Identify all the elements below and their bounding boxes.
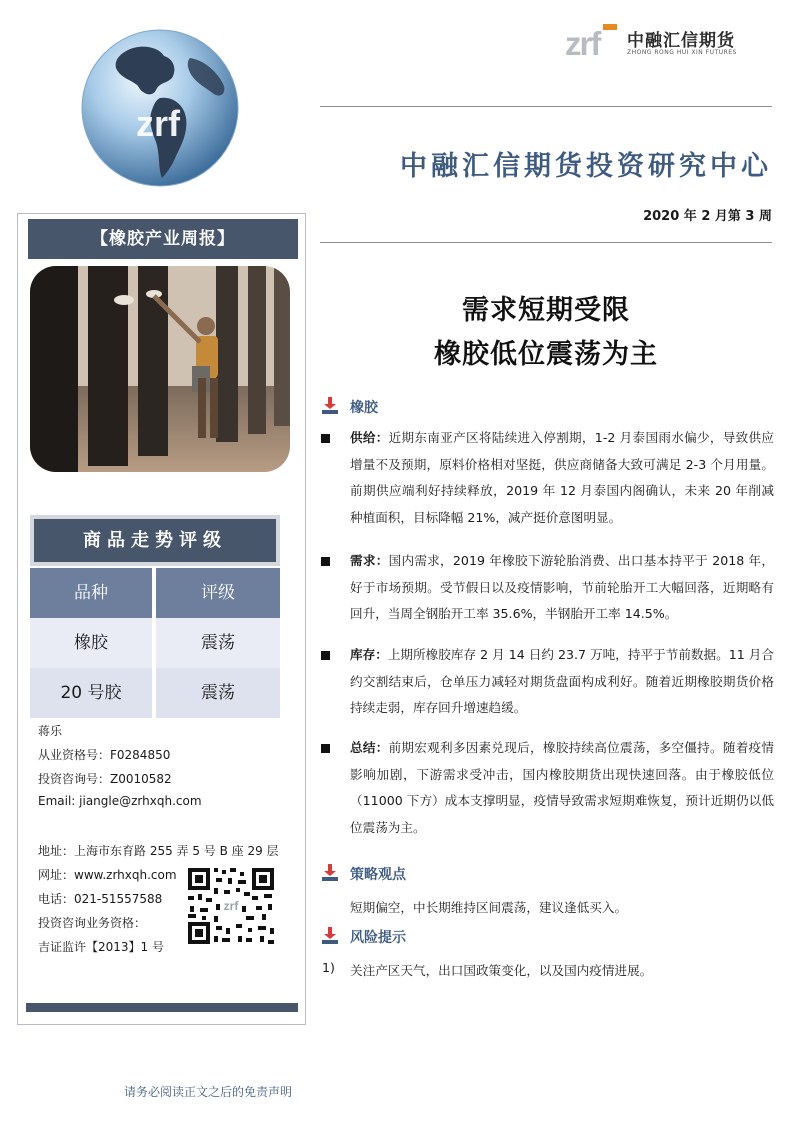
rating-cell-grade: 震荡 <box>156 618 280 668</box>
issue-date: 2020 年 2 月第 3 周 <box>643 209 772 224</box>
qr-center-logo: zrf <box>223 899 239 913</box>
rating-table-title: 商品走势评级 <box>30 515 280 566</box>
company-phone: 电话：021-51557588 <box>38 892 163 906</box>
rating-table <box>30 515 280 718</box>
arrow-bullet-icon <box>322 927 338 945</box>
square-bullet-icon <box>321 557 330 566</box>
point-summary <box>350 735 774 841</box>
rating-cell-grade: 震荡 <box>156 668 280 718</box>
disclaimer-link[interactable]: 请务必阅读正文之后的免责声明 <box>124 1085 293 1099</box>
point-label: 供给： <box>350 430 389 445</box>
point-supply <box>350 425 774 531</box>
arrow-bullet-icon <box>322 864 338 882</box>
arrow-bullet-icon <box>322 397 338 415</box>
section-title-strategy: 策略观点 <box>350 867 406 883</box>
point-inventory <box>350 642 774 722</box>
point-text: 国内需求，2019 年橡胶下游轮胎消费、出口基本持平于 2018 年，好于市场预期。受节假日以及疫情影响，节前轮胎开工大幅回落，近期略有回升，当周全钢胎开工率 35.6%，半钢胎开工率 14.5%。 <box>350 553 774 621</box>
point-text: 上期所橡胶库存 2 月 14 日约 23.7 万吨，持平于节前数据。11 月合约交割结束后，仓单压力减轻对期货盘面构成利好。随着近期橡胶期货价格持续走弱，库存回升增速趋缓。 <box>350 647 774 715</box>
report-headline-line2: 橡胶低位震荡为主 <box>434 339 658 370</box>
point-text: 近期东南亚产区将陆续进入停割期，1-2 月泰国雨水偏少，导致供应增量不及预期，原料价格相对坚挺，供应商储备大致可满足 2-3 个月用量。前期供应端利好持续释放，2019 年 12 月泰国内阁确认，未来 20 年削减种植面积，目标降幅 21%，减产挺价意图明显。 <box>350 430 774 525</box>
square-bullet-icon <box>321 651 330 660</box>
qualification-number: 吉证监许【2013】1 号 <box>38 940 164 954</box>
section-title-rubber: 橡胶 <box>350 400 378 416</box>
company-logo <box>565 22 765 62</box>
report-headline-line1: 需求短期受限 <box>462 295 630 326</box>
section-title-risk: 风险提示 <box>350 930 406 946</box>
rubber-tapping-photo <box>30 266 290 472</box>
company-logo-mark <box>565 22 623 60</box>
square-bullet-icon <box>321 744 330 753</box>
company-website: 网址：www.zrhxqh.com <box>38 868 177 882</box>
analyst-email: Email: jiangle@zrhxqh.com <box>38 794 202 808</box>
point-label: 总结： <box>350 740 389 755</box>
report-type-banner: 【橡胶产业周报】 <box>28 219 298 259</box>
analyst-license: 从业资格号：F0284850 <box>38 748 171 762</box>
company-name: 中融汇信期货 <box>627 31 735 51</box>
point-label: 库存： <box>350 647 388 662</box>
square-bullet-icon <box>321 434 330 443</box>
point-label: 需求： <box>350 553 389 568</box>
qr-code-image <box>186 866 276 946</box>
risk-item-text: 关注产区天气，出口国政策变化，以及国内疫情进展。 <box>350 963 653 978</box>
point-text: 前期宏观利多因素兑现后，橡胶持续高位震荡，多空僵持。随着疫情影响加剧，下游需求受冲击，国内橡胶期货出现快速回落。由于橡胶低位（11000 下方）成本支撑明显，疫情导致需求短期难恢复，预计近期仍以低位震荡为主。 <box>350 740 775 835</box>
strategy-text: 短期偏空，中长期维持区间震荡，建议逢低买入。 <box>350 900 628 915</box>
rating-header-grade: 评级 <box>156 568 280 618</box>
qualification-label: 投资咨询业务资格： <box>38 916 147 930</box>
header-divider-bottom <box>320 242 772 243</box>
sidebar-bottom-bar <box>26 1003 298 1012</box>
company-name-en: ZHONG RONG HUI XIN FUTURES <box>627 49 737 56</box>
company-address: 地址：上海市东育路 255 弄 5 号 B 座 29 层 <box>38 844 279 858</box>
rating-header-variety: 品种 <box>30 568 152 618</box>
rating-cell-variety: 20 号胶 <box>30 668 152 718</box>
header-divider-top <box>320 106 772 107</box>
analyst-consult-number: 投资咨询号：Z0010582 <box>38 772 172 786</box>
globe-logo-mark: zrf <box>136 103 180 144</box>
globe-logo-image <box>80 28 240 188</box>
research-center-title: 中融汇信期货投资研究中心 <box>400 151 772 182</box>
point-demand <box>350 548 774 628</box>
analyst-name: 蒋乐 <box>38 724 63 738</box>
risk-item-number: 1) <box>322 960 335 975</box>
rating-cell-variety: 橡胶 <box>30 618 152 668</box>
company-logo-letters: zrf <box>565 25 600 60</box>
